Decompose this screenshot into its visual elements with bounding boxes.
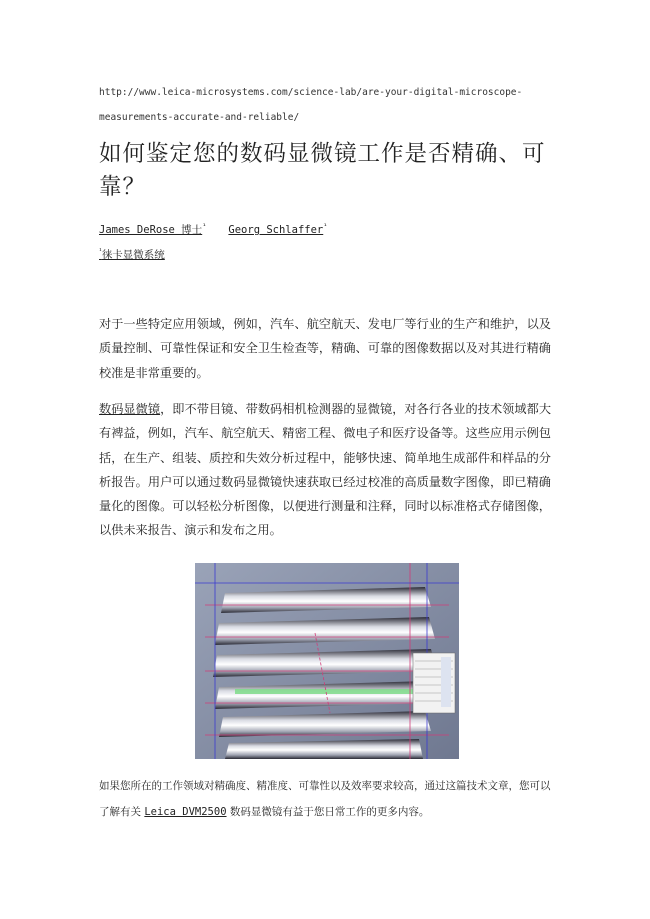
paragraph-3 <box>99 773 551 825</box>
paragraph-3-tail: 数码显微镜有益于您日常工作的更多内容。 <box>226 806 430 818</box>
measurement-panel <box>413 653 455 713</box>
paragraph-2 <box>99 397 551 543</box>
affiliation-text: 徕卡显微系统 <box>101 249 165 261</box>
source-url-line-2[interactable]: measurements-accurate-and-reliable/ <box>99 112 300 123</box>
product-name-link[interactable]: Leica DVM2500 <box>144 806 227 818</box>
source-url-line-1[interactable]: http://www.leica-microsystems.com/science-lab/are-your-digital-microscope- <box>99 87 523 98</box>
paragraph-1: 对于一些特定应用领域，例如，汽车、航空航天、发电厂等行业的生产和维护，以及质量控制、可靠性保证和安全卫生检查等，精确、可靠的图像数据以及对其进行精确校准是非常重要的。 <box>99 317 551 380</box>
thread-measurement-figure <box>195 563 459 759</box>
author-1-superscript: ¹ <box>202 222 207 231</box>
paragraph-2-body: ，即不带目镜、带数码相机检测器的显微镜，对各行各业的技术领域都大有裨益，例如，汽车、航空航天、精密工程、微电子和医疗设备等。这些应用示例包括，在生产、组装、质控和失效分析过程中，能够快速、简单地生成部件和样品的分析报告。用户可以通过数码显微镜快速获取已经过校准的高质量数字图像，即已精确量化的图像。可以轻松分析图像，以便进行测量和注释，同时以标准格式存储图像，以供未来报告、演示和发布之用。 <box>99 402 552 538</box>
author-2-superscript: ¹ <box>323 222 328 231</box>
author-2: Georg Schlaffer <box>228 224 324 236</box>
paragraph-3-lead: 如果您所在的工作领域对精确度、精准度、可靠性以及效率要求较高，通过这篇技术文章，您可以了解有关 <box>99 780 551 818</box>
affiliation-superscript: ¹ <box>99 247 102 256</box>
author-1: James DeRose 博士 <box>99 224 203 236</box>
author-line <box>99 222 327 237</box>
digital-microscope-link[interactable]: 数码显微镜 <box>99 402 161 416</box>
green-measurement-band <box>235 689 425 694</box>
microscope-thread-image <box>195 563 459 759</box>
affiliation <box>99 247 165 262</box>
article-title: 如何鉴定您的数码显微镜工作是否精确、可靠？ <box>99 141 546 200</box>
